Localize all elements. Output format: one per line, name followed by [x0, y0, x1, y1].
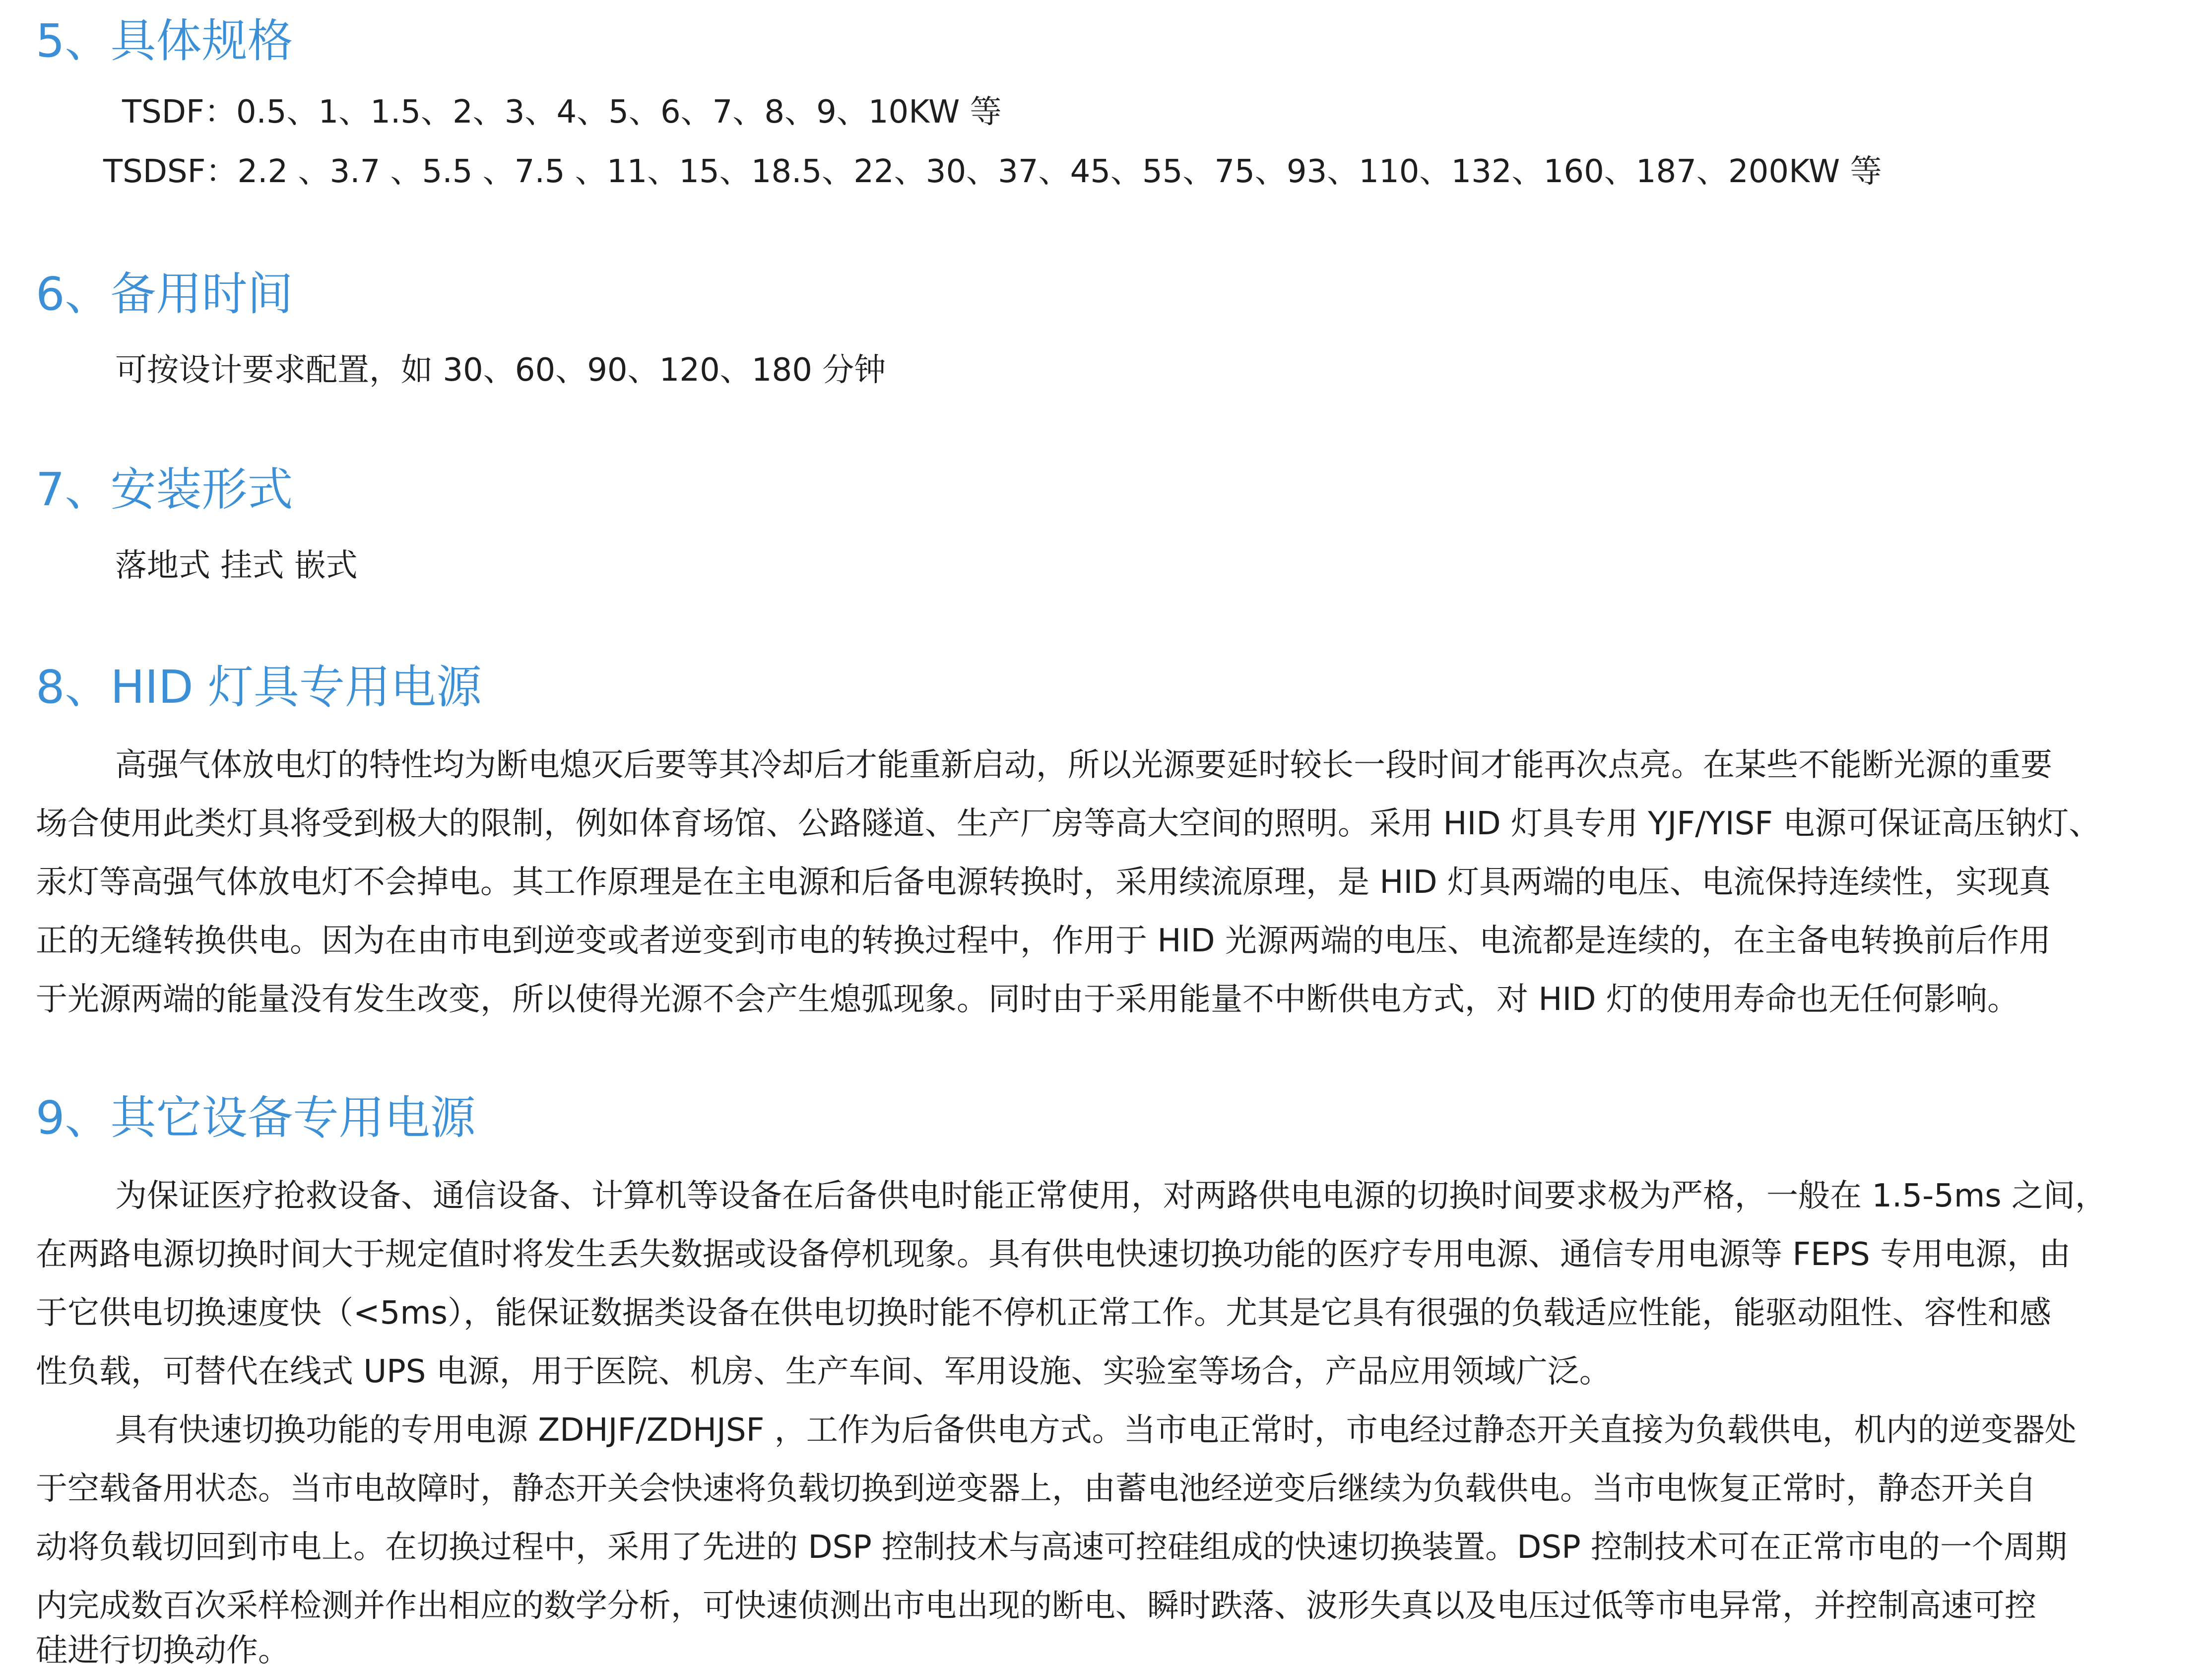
spec-values-tsdsf: 2.2 、3.7 、5.5 、7.5 、11、15、18.5、22、30、37、45、55、75、93、110、132、160、187、200KW 等: [237, 153, 1882, 190]
hid-paragraph-line: 场合使用此类灯具将受到极大的限制，例如体育场馆、公路隧道、生产厂房等高大空间的照明。采用 HID 灯具专用 YJF/YISF 电源可保证高压钠灯、: [36, 805, 2101, 842]
spec-line-tsdsf: [103, 152, 1882, 192]
other-paragraph-line: 硅进行切换动作。: [36, 1632, 290, 1669]
other-paragraph-line: 在两路电源切换时间大于规定值时将发生丢失数据或设备停机现象。具有供电快速切换功能的医疗专用电源、通信专用电源等 FEPS 专用电源，由: [36, 1236, 2071, 1273]
other-paragraph-line: 具有快速切换功能的专用电源 ZDHJF/ZDHJSF ，工作为后备供电方式。当市电正常时，市电经过静态开关直接为负载供电，机内的逆变器处: [115, 1412, 2077, 1449]
spec-label-tsdsf: TSDSF：: [103, 153, 238, 190]
hid-paragraph-line: 正的无缝转换供电。因为在由市电到逆变或者逆变到市电的转换过程中，作用于 HID 光源两端的电压、电流都是连续的，在主备电转换前后作用: [36, 923, 2051, 959]
install-text: 落地式 挂式 嵌式: [115, 547, 358, 584]
section-heading-other: 9、其它设备专用电源: [36, 1091, 476, 1144]
hid-paragraph-line: 高强气体放电灯的特性均为断电熄灭后要等其冷却后才能重新启动，所以光源要延时较长一段时间才能再次点亮。在某些不能断光源的重要: [115, 747, 2052, 784]
spec-values-tsdf: 0.5、1、1.5、2、3、4、5、6、7、8、9、10KW 等: [236, 94, 1002, 131]
other-paragraph-line: 于它供电切换速度快（<5ms），能保证数据类设备在供电切换时能不停机正常工作。尤其是它具有很强的负载适应性能，能驱动阻性、容性和感: [36, 1295, 2052, 1332]
section-heading-backup-time: 6、备用时间: [36, 267, 293, 321]
other-paragraph-line: 为保证医疗抢救设备、通信设备、计算机等设备在后备供电时能正常使用，对两路供电电源的切换时间要求极为严格，一般在 1.5-5ms 之间，: [115, 1178, 2107, 1214]
section-heading-install: 7、安装形式: [36, 463, 293, 516]
other-paragraph-line: 动将负载切回到市电上。在切换过程中，采用了先进的 DSP 控制技术与高速可控硅组成的快速切换装置。DSP 控制技术可在正常市电的一个周期: [36, 1529, 2068, 1566]
other-paragraph-line: 内完成数百次采样检测并作出相应的数学分析，可快速侦测出市电出现的断电、瞬时跌落、波形失真以及电压过低等市电异常，并控制高速可控: [36, 1588, 2036, 1624]
section-heading-hid: 8、HID 灯具专用电源: [36, 661, 482, 714]
spec-line-tsdf: [122, 92, 1002, 132]
spec-label-tsdf: TSDF：: [122, 94, 236, 131]
hid-paragraph-line: 于光源两端的能量没有发生改变，所以使得光源不会产生熄弧现象。同时由于采用能量不中断供电方式，对 HID 灯的使用寿命也无任何影响。: [36, 981, 2019, 1018]
section-heading-spec: 5、具体规格: [36, 14, 293, 67]
hid-paragraph-line: 汞灯等高强气体放电灯不会掉电。其工作原理是在主电源和后备电源转换时，采用续流原理，是 HID 灯具两端的电压、电流保持连续性，实现真: [36, 864, 2051, 901]
other-paragraph-line: 于空载备用状态。当市电故障时，静态开关会快速将负载切换到逆变器上，由蓄电池经逆变后继续为负载供电。当市电恢复正常时，静态开关自: [36, 1470, 2036, 1507]
other-paragraph-line: 性负载，可替代在线式 UPS 电源，用于医院、机房、生产车间、军用设施、实验室等场合，产品应用领域广泛。: [36, 1353, 1611, 1390]
backup-time-text: 可按设计要求配置，如 30、60、90、120、180 分钟: [115, 352, 886, 389]
